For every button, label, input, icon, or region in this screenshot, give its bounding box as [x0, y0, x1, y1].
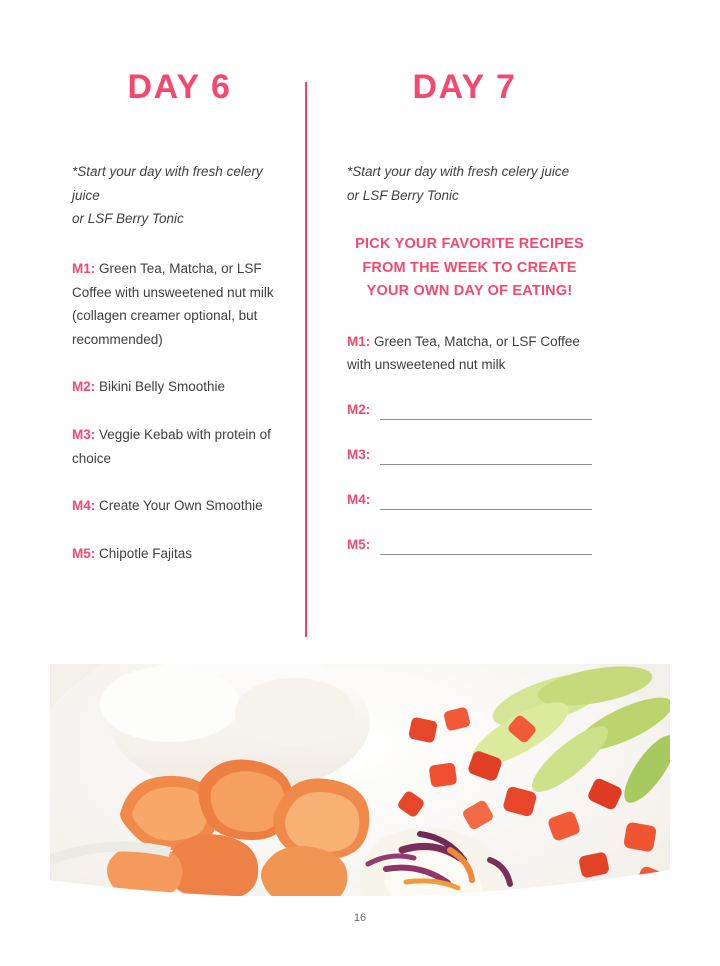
day-6-meal-4-text: Create Your Own Smoothie [95, 498, 263, 514]
day-7-celery-note-line1: *Start your day with fresh celery juice [347, 164, 570, 179]
day-6-celery-note-line1: *Start your day with fresh celery juice [72, 164, 263, 203]
day-7-blank-m5-line[interactable] [380, 540, 592, 555]
day-6-meal-4 [72, 494, 287, 518]
day-7-meal-1-text: Green Tea, Matcha, or LSF Coffee with unsweetened nut milk [347, 333, 580, 373]
day-6-meal-5-label: M5: [72, 545, 96, 561]
day-7-blank-m3-line[interactable] [380, 450, 592, 465]
day-6-title: DAY 6 [127, 68, 232, 106]
day-7-blank-m5 [347, 536, 592, 555]
day-6-meal-3 [72, 423, 287, 470]
day-6-meal-1-text: Green Tea, Matcha, or LSF Coffee with unsweetened nut milk (collagen creamer optional, but recommended) [72, 260, 274, 347]
day-7-celery-note [347, 160, 592, 207]
day-6-celery-note [72, 160, 287, 231]
day-7-blank-m2-line[interactable] [380, 405, 592, 420]
day-7-blank-m4-line[interactable] [380, 495, 592, 510]
day-6-meal-1 [72, 257, 287, 352]
day-7-meal-1 [347, 330, 592, 377]
day-6-meal-3-text: Veggie Kebab with protein of choice [72, 427, 271, 466]
day-7-blank-m4 [347, 491, 592, 510]
day-7-blank-m5-label: M5: [347, 536, 371, 552]
day-6-celery-note-line2: or LSF Berry Tonic [72, 211, 184, 227]
day-6-meal-4-label: M4: [72, 498, 96, 514]
day-7-blank-m4-label: M4: [347, 491, 371, 507]
day-6-column [0, 70, 305, 637]
day-6-meal-3-label: M3: [72, 427, 96, 442]
food-photo-illustration [50, 664, 670, 896]
day-7-celery-note-line2: or LSF Berry Tonic [347, 187, 459, 203]
day-6-meal-5 [72, 542, 287, 566]
day-6-meal-2-text: Bikini Belly Smoothie [95, 379, 226, 395]
page-number: 16 [353, 912, 367, 924]
day-7-title: DAY 7 [412, 68, 517, 106]
day-7-callout: PICK YOUR FAVORITE RECIPES FROM THE WEEK TO CREATE YOUR OWN DAY OF EATING! [355, 236, 584, 300]
day-6-meal-5-text: Chipotle Fajitas [95, 545, 193, 561]
food-photo [50, 664, 670, 896]
day-6-meal-2-label: M2: [72, 379, 96, 395]
day-7-meal-1-label: M1: [347, 333, 371, 349]
two-column-layout [0, 70, 720, 637]
day-7-blank-m3 [347, 446, 592, 465]
day-7-blank-m2 [347, 401, 592, 420]
day-7-column [307, 70, 612, 637]
day-7-blank-m2-label: M2: [347, 401, 371, 417]
day-6-meal-1-label: M1: [72, 260, 96, 276]
day-6-meal-2 [72, 375, 287, 399]
day-7-blank-m3-label: M3: [347, 446, 371, 462]
